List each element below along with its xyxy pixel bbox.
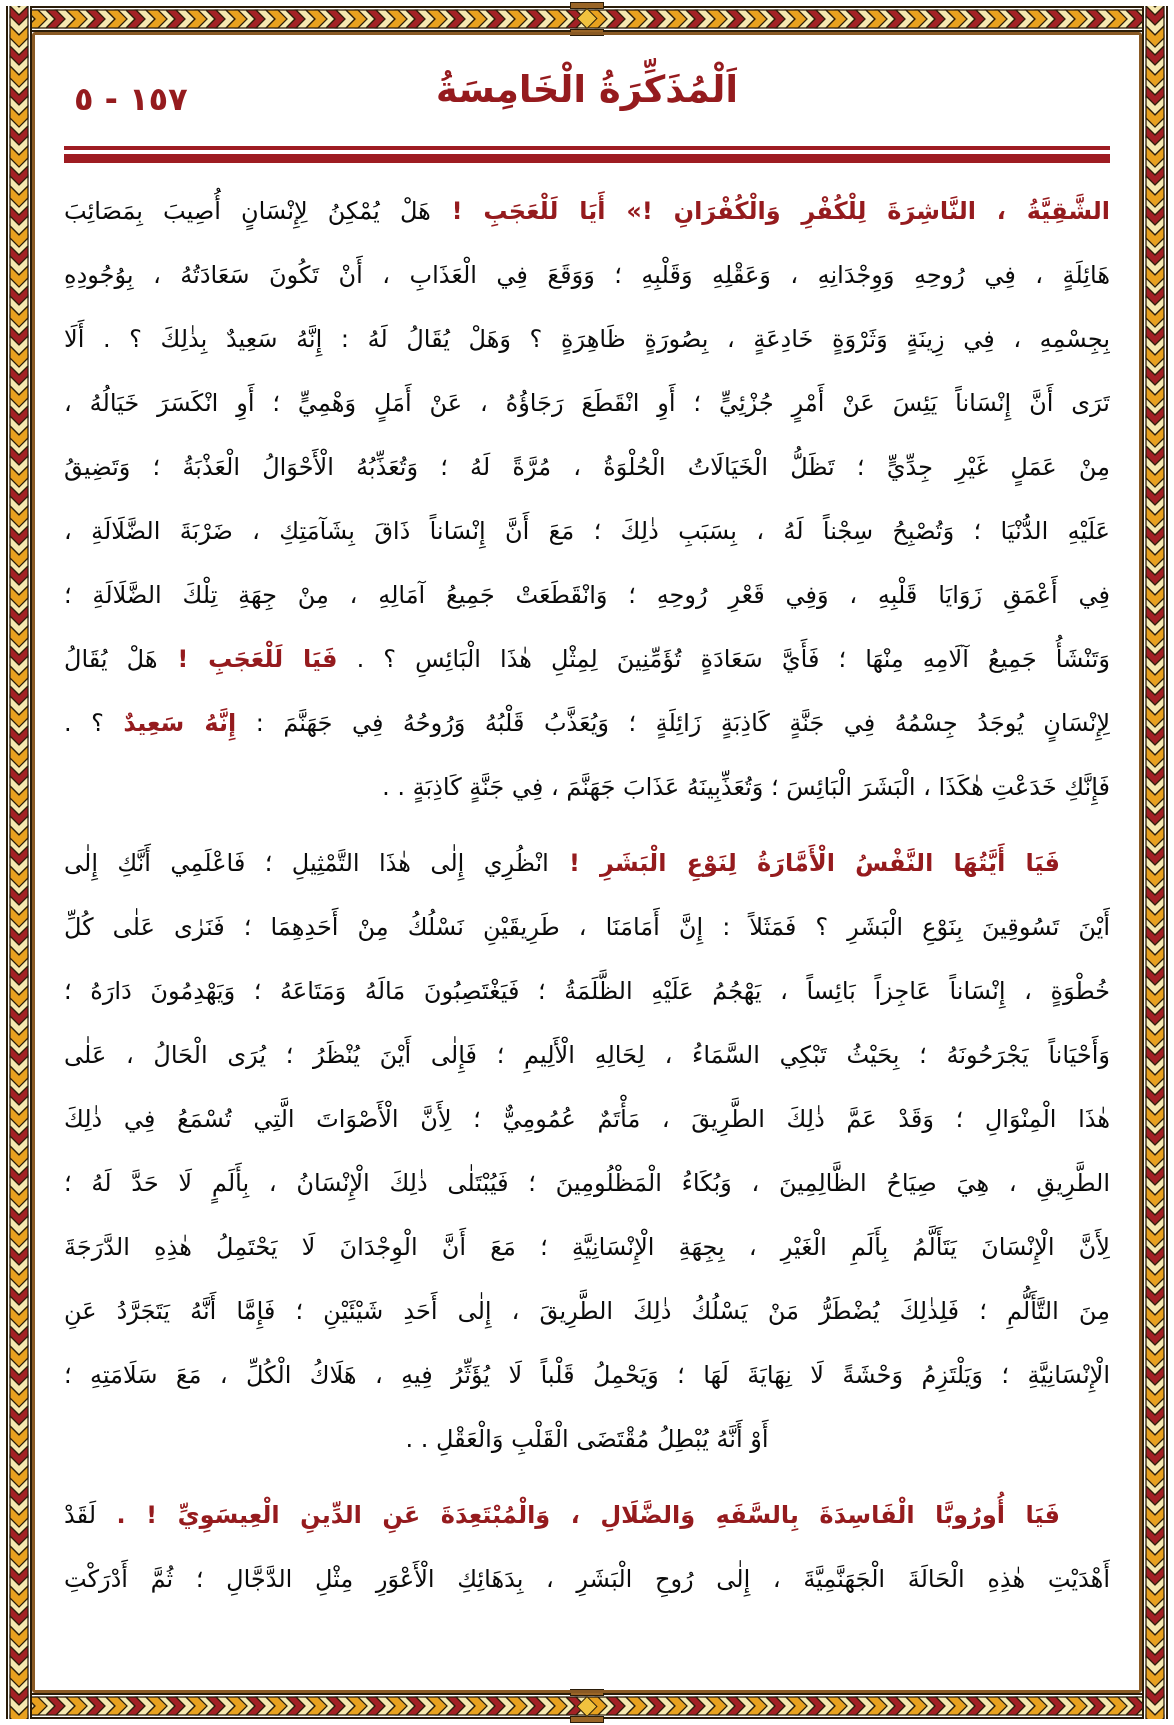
double-rule-divider [64,146,1110,163]
text-segment-black: الْإِنْسَانِيَّةِ ؛ وَيَلْتَزِمُ وَحْشَةً لَا نِهَايَةَ لَهَا ؛ وَيَحْمِلُ قَلْباً لَا يُؤَثِّرُ فِيهِ ، هَلَاكُ الْكُلِّ ، مَعَ سَلَامَتِهِ ؛ [64,1361,1110,1389]
text-segment-red: فَيَا أَيَّتُهَا النَّفْسُ الْأَمَّارَةُ لِنَوْعِ الْبَشَرِ ! [548,849,1061,877]
text-segment-red: فَيَا أُورُوبَّا الْفَاسِدَةَ بِالسَّفَهِ وَالضَّلَالِ ، وَالْمُبْتَعِدَةَ عَنِ الدِّينِ الْعِيسَوِيِّ ! . [96,1501,1060,1529]
text-line [64,1279,1110,1343]
text-segment-black: هَلْ يُمْكِنُ لِإِنْسَانٍ أُصِيبَ بِمَصَائِبَ [64,197,431,225]
text-line [64,627,1110,691]
text-line [64,179,1110,243]
text-line [64,307,1110,371]
page-number: ١٥٧ - ٥ [74,80,188,118]
text-line [64,1087,1110,1151]
text-segment-black: انْظُرِي إِلٰى هٰذَا التَّمْثِيلِ ؛ فَاعْلَمِي أَنَّكِ إِلٰى [64,849,549,877]
text-segment-black: هٰذَا الْمِنْوَالِ ؛ وَقَدْ عَمَّ ذٰلِكَ الطَّرِيقَ ، مَأْتَمٌ عُمُومِيٌّ ؛ لِأَنَّ الْأَصْوَاتَ الَّتِي تُسْمَعُ فِي ذٰلِكَ [64,1105,1110,1133]
text-segment-red: إِنَّهُ سَعِيدٌ [123,709,237,737]
text-segment-black: هَائِلَةٍ ، فِي رُوحِهِ وَوِجْدَانِهِ ، وَعَقْلِهِ وَقَلْبِهِ ؛ وَوَقَعَ فِي الْعَذَابِ ، أَنْ تَكُونَ سَعَادَتُهُ ، بِوُجُودِهِ [64,261,1110,289]
text-segment-black: أَوْ أَنَّهُ يُبْطِلُ مُقْتَضَى الْقَلْبِ وَالْعَقْلِ . . [405,1425,769,1453]
text-line [64,1483,1110,1547]
text-segment-black: خُطْوَةٍ ، إِنْسَاناً عَاجِزاً بَائِساً ، يَهْجُمُ عَلَيْهِ الظَّلَمَةُ ؛ فَيَغْتَصِبُونَ مَالَهُ وَمَتَاعَهُ ؛ وَيَهْدِمُونَ دَارَهُ ؛ [64,977,1110,1005]
text-line [64,1407,1110,1471]
text-segment-black: وَأَحْيَاناً يَجْرَحُونَهُ ؛ بِحَيْثُ تَبْكِي السَّمَاءُ ، لِحَالِهِ الْأَلِيمِ ؛ فَإِلٰى أَيْنَ يُنْظَرُ ؛ يُرَى الْحَالُ ، عَلٰى [64,1041,1110,1069]
text-segment-black: فَإِنَّكِ خَدَعْتِ هٰكَذَا ، الْبَشَرَ الْبَائِسَ ؛ وَتُعَذِّبِينَهُ عَذَابَ جَهَنَّمَ ، فِي جَنَّةٍ كَاذِبَةٍ . . [382,773,1110,801]
text-segment-black: أَهْدَيْتِ هٰذِهِ الْحَالَةَ الْجَهَنَّمِيَّةَ ، إِلٰى رُوحِ الْبَشَرِ ، بِدَهَائِكِ الْأَعْوَرِ مِثْلِ الدَّجَّالِ ؛ ثُمَّ أَدْرَكْتِ [64,1565,1110,1593]
text-line [64,755,1110,819]
text-segment-black: عَلَيْهِ الدُّنْيَا ؛ وَتُصْبِحُ سِجْناً لَهُ ، بِسَبَبِ ذٰلِكَ ؛ مَعَ أَنَّ إِنْسَاناً ذَاقَ بِشَآمَتِكِ ، ضَرْبَةَ الضَّلَالَةِ ، [64,517,1110,545]
text-segment-black: وَتَنْشَأُ جَمِيعُ آلَامِهِ مِنْهَا ؛ فَأَيَّ سَعَادَةٍ تُؤَمِّنِينَ لِمِثْلِ هٰذَا الْبَائِسِ ؟ . [337,645,1110,673]
text-line [64,371,1110,435]
text-segment-black: لَقَدْ [64,1501,97,1529]
rule-thick-line [64,154,1110,163]
text-segment-black: ؟ . [64,709,124,737]
text-line [64,1151,1110,1215]
text-line [64,435,1110,499]
text-segment-black: الطَّرِيقِ ، هِيَ صِيَاحُ الظَّالِمِينَ ، وَبُكَاءُ الْمَظْلُومِينَ ؛ فَيُبْتَلٰى ذٰلِكَ الْإِنْسَانُ ، بِأَلَمٍ لَا حَدَّ لَهُ ؛ [64,1169,1110,1197]
text-segment-black: هَلْ يُقَالُ [64,645,158,673]
text-segment-red: الشَّقِيَّةُ ، النَّاشِرَةَ لِلْكُفْرِ وَالْكُفْرَانِ !» أَيَا لَلْعَجَبِ ! [430,197,1110,225]
text-segment-black: أَيْنَ تَسُوقِينَ بِنَوْعِ الْبَشَرِ ؟ فَمَثَلاً : إِنَّ أَمَامَنَا ، طَرِيقَيْنِ نَسْلُكُ مِنْ أَحَدِهِمَا ؛ فَنَرٰى عَلٰى كُلِّ [64,913,1110,941]
text-segment-black: بِجِسْمِهِ ، فِي زِينَةٍ وَثَرْوَةٍ خَادِعَةٍ ، بِصُورَةٍ ظَاهِرَةٍ ؟ وَهَلْ يُقَالُ لَهُ : إِنَّهُ سَعِيدٌ بِذٰلِكَ ؟ . أَلَا [64,325,1110,353]
border-center-tab-icon [570,29,604,36]
text-segment-red: فَيَا لَلْعَجَبِ ! [157,645,338,673]
text-line [64,691,1110,755]
text-line [64,1215,1110,1279]
ornamental-border-left-icon [6,6,32,1719]
text-line [64,831,1110,895]
text-line [64,959,1110,1023]
text-line [64,563,1110,627]
text-segment-black: مِنْ عَمَلٍ غَيْرِ جِدِّيٍّ ؛ تَظَلُّ الْخَيَالَاتُ الْحُلْوَةُ ، مُرَّةً لَهُ ؛ وَتُعَذِّبُهُ الْأَحْوَالُ الْعَذْبَةُ ؛ وَتَضِيقُ [64,453,1110,481]
text-line [64,895,1110,959]
ornamental-border-right-icon [1142,6,1168,1719]
text-line [64,1023,1110,1087]
page-title: اَلْمُذَكِّرَةُ الْخَامِسَةُ [435,68,739,111]
text-line [64,1343,1110,1407]
page-header [64,58,1110,130]
text-line [64,243,1110,307]
text-segment-black: تَرَى أَنَّ إِنْسَاناً يَئِسَ عَنْ أَمْرٍ جُزْئِيٍّ ؛ أَوِ انْقَطَعَ رَجَاؤُهُ ، عَنْ أَمَلٍ وَهْمِيٍّ ؛ أَوِ انْكَسَرَ خَيَالُهُ ، [64,389,1110,417]
text-segment-black: فِي أَعْمَقِ زَوَايَا قَلْبِهِ ، وَفِي قَعْرِ رُوحِهِ ؛ وَانْقَطَعَتْ جَمِيعُ آمَالِهِ ، مِنْ جِهَةِ تِلْكَ الضَّلَالَةِ ؛ [64,581,1110,609]
text-line [64,1547,1110,1611]
body-text [64,179,1110,1611]
page-content [64,58,1110,1611]
text-line [64,499,1110,563]
text-segment-black: لِإِنْسَانٍ يُوجَدُ جِسْمُهُ فِي جَنَّةٍ كَاذِبَةٍ زَائِلَةٍ ؛ وَيُعَذَّبُ قَلْبُهُ وَرُوحُهُ فِي جَهَنَّمَ : [236,709,1110,737]
text-segment-black: لِأَنَّ الْإِنْسَانَ يَتَأَلَّمُ بِأَلَمِ الْغَيْرِ ، بِجِهَةِ الْإِنْسَانِيَّةِ ؛ مَعَ أَنَّ الْوِجْدَانَ لَا يَحْتَمِلُ هٰذِهِ الدَّرَجَةَ [64,1233,1110,1261]
text-segment-black: مِنَ التَّأَلُّمِ ؛ فَلِذٰلِكَ يُضْطَرُّ مَنْ يَسْلُكُ ذٰلِكَ الطَّرِيقَ ، إِلٰى أَحَدِ شَيْئَيْنِ ؛ فَإِمَّا أَنَّهُ يَتَجَرَّدُ عَنِ [64,1297,1110,1325]
